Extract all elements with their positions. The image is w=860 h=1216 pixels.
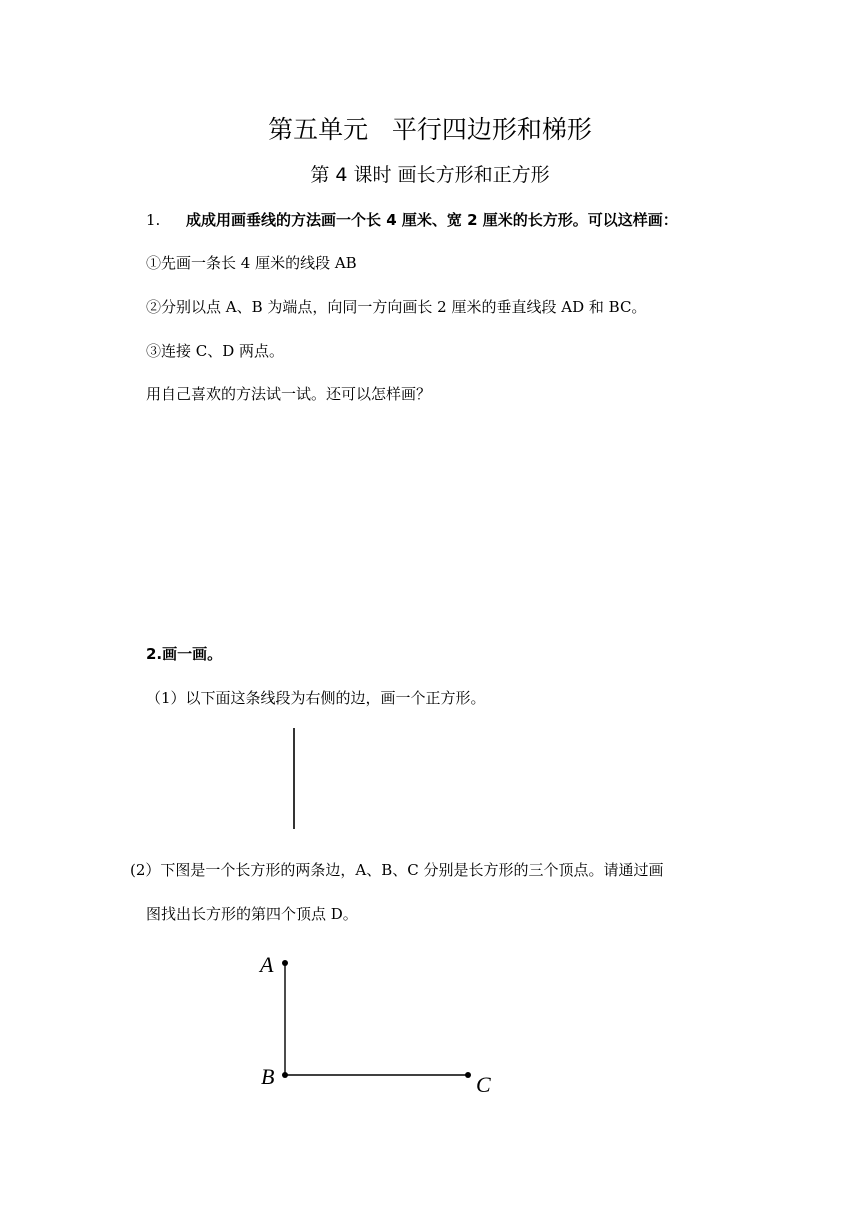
step-1: ①先画一条长 4 厘米的线段 AB	[146, 254, 357, 272]
step-2: ②分别以点 A、B 为端点，向同一方向画长 2 厘米的垂直线段 AD 和 BC。	[146, 298, 647, 316]
label-b: B	[261, 1064, 275, 1089]
question-2-heading: 2.画一画。	[146, 645, 223, 663]
question-1-number: 1.	[146, 211, 161, 229]
lesson-subtitle: 第 4 课时 画长方形和正方形	[310, 164, 550, 186]
question-2-part-1: （1）以下面这条线段为右侧的边，画一个正方形。	[146, 689, 486, 707]
point-a	[282, 960, 288, 966]
question-1-ask: 用自己喜欢的方法试一试。还可以怎样画？	[146, 385, 432, 403]
page-title: 第五单元 平行四边形和梯形	[268, 115, 592, 144]
point-c	[465, 1072, 471, 1078]
label-c: C	[476, 1072, 491, 1097]
question-2-part-2-line-2: 图找出长方形的第四个顶点 D。	[146, 905, 358, 923]
question-1-text: 成成用画垂线的方法画一个长 4 厘米、宽 2 厘米的长方形。可以这样画：	[186, 211, 678, 229]
point-b	[282, 1072, 288, 1078]
question-2-part-2-line-1: (2）下图是一个长方形的两条边，A、B、C 分别是长方形的三个顶点。请通过画	[130, 861, 664, 879]
label-a: A	[260, 952, 274, 977]
step-3: ③连接 C、D 两点。	[146, 342, 285, 360]
